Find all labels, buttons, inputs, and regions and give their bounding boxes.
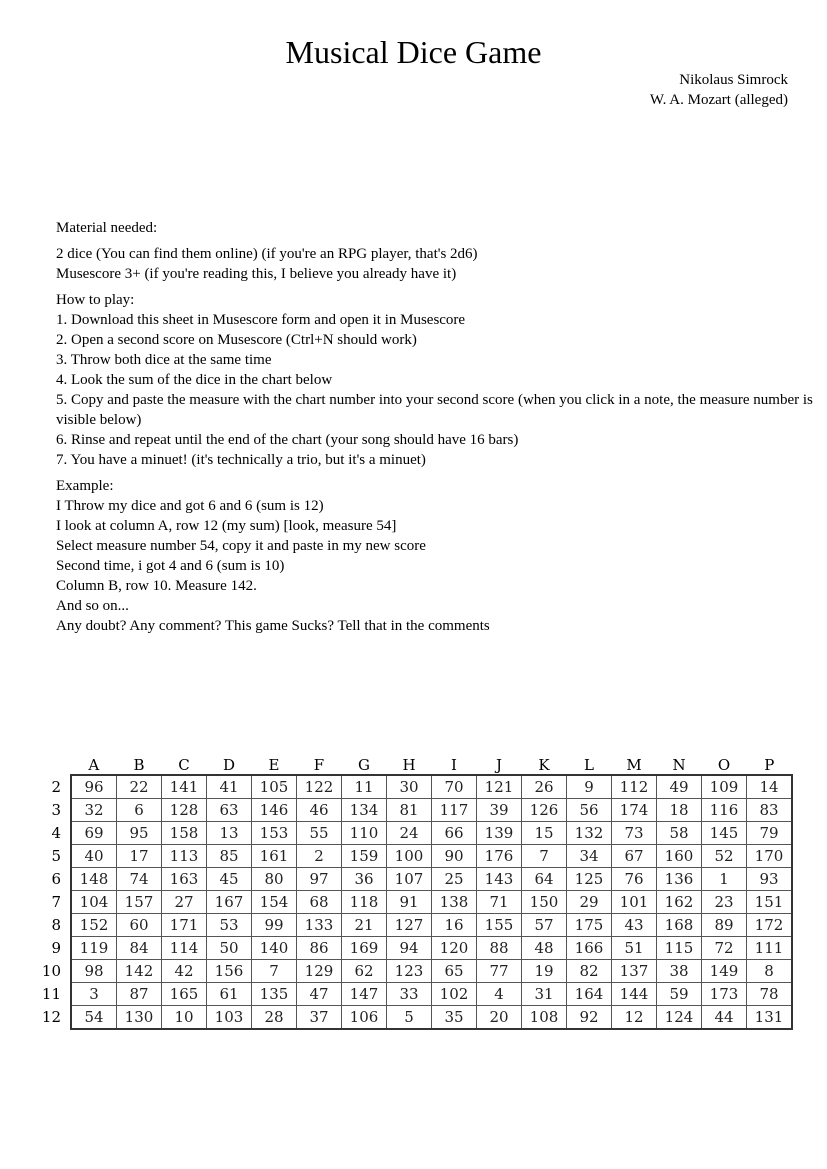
table-cell: 37 <box>297 1006 342 1030</box>
table-cell: 157 <box>117 891 162 914</box>
table-row <box>40 983 792 1006</box>
table-cell: 92 <box>567 1006 612 1030</box>
table-cell: 110 <box>342 822 387 845</box>
table-cell: 173 <box>702 983 747 1006</box>
table-cell: 116 <box>702 799 747 822</box>
table-cell: 72 <box>702 937 747 960</box>
table-cell: 100 <box>387 845 432 868</box>
column-header: K <box>538 756 550 774</box>
attributed-composer: W. A. Mozart (alleged) <box>649 92 788 108</box>
example-section <box>56 476 822 636</box>
table-cell: 129 <box>297 960 342 983</box>
table-cell: 65 <box>432 960 477 983</box>
table-cell: 150 <box>522 891 567 914</box>
table-cell: 54 <box>71 1006 117 1030</box>
table-cell: 24 <box>387 822 432 845</box>
table-cell: 162 <box>657 891 702 914</box>
table-cell: 23 <box>702 891 747 914</box>
material-item: Musescore 3+ (if you're reading this, I believe you already have it) <box>56 266 457 282</box>
table-cell: 171 <box>162 914 207 937</box>
table-cell: 18 <box>657 799 702 822</box>
table-cell: 156 <box>207 960 252 983</box>
material-item: 2 dice (You can find them online) (if you're an RPG player, that's 2d6) <box>56 246 478 262</box>
table-cell: 98 <box>71 960 117 983</box>
table-cell: 99 <box>252 914 297 937</box>
table-corner <box>40 752 71 775</box>
table-cell: 55 <box>297 822 342 845</box>
table-cell: 124 <box>657 1006 702 1030</box>
table-cell: 87 <box>117 983 162 1006</box>
table-cell: 95 <box>117 822 162 845</box>
table-cell: 113 <box>162 845 207 868</box>
material-section <box>56 218 822 238</box>
row-header <box>40 937 71 960</box>
table-cell: 10 <box>162 1006 207 1030</box>
example-line: Second time, i got 4 and 6 (sum is 10) <box>56 558 285 574</box>
table-cell: 8 <box>747 960 793 983</box>
table-cell: 174 <box>612 799 657 822</box>
table-cell: 62 <box>342 960 387 983</box>
example-line: I look at column A, row 12 (my sum) [look, measure 54] <box>56 518 397 534</box>
table-cell: 50 <box>207 937 252 960</box>
table-cell: 142 <box>117 960 162 983</box>
column-header: J <box>495 756 502 774</box>
column-header: A <box>88 756 100 774</box>
row-sum-label: 2 <box>51 777 61 796</box>
table-cell: 140 <box>252 937 297 960</box>
table-body <box>40 775 792 1029</box>
row-header <box>40 914 71 937</box>
table-cell: 1 <box>702 868 747 891</box>
table-cell: 57 <box>522 914 567 937</box>
table-cell: 108 <box>522 1006 567 1030</box>
table-cell: 4 <box>477 983 522 1006</box>
table-cell: 163 <box>162 868 207 891</box>
table-cell: 101 <box>612 891 657 914</box>
table-cell: 105 <box>252 775 297 799</box>
table-cell: 89 <box>702 914 747 937</box>
table-cell: 47 <box>297 983 342 1006</box>
table-cell: 151 <box>747 891 793 914</box>
table-cell: 46 <box>297 799 342 822</box>
table-cell: 6 <box>117 799 162 822</box>
table-cell: 59 <box>657 983 702 1006</box>
table-cell: 111 <box>747 937 793 960</box>
material-list <box>56 244 822 284</box>
table-cell: 133 <box>297 914 342 937</box>
table-cell: 149 <box>702 960 747 983</box>
table-cell: 137 <box>612 960 657 983</box>
row-sum-label: 7 <box>51 893 61 911</box>
table-cell: 170 <box>747 845 793 868</box>
table-cell: 91 <box>387 891 432 914</box>
example-line: Select measure number 54, copy it and paste in my new score <box>56 538 426 554</box>
table-cell: 165 <box>162 983 207 1006</box>
howto-step: 1. Download this sheet in Musescore form and open it in Musescore <box>56 312 466 328</box>
table-cell: 164 <box>567 983 612 1006</box>
column-header: D <box>222 756 236 774</box>
table-cell: 41 <box>207 775 252 799</box>
table-row <box>40 845 792 868</box>
table-row <box>40 799 792 822</box>
table-cell: 13 <box>207 822 252 845</box>
table-cell: 148 <box>71 868 117 891</box>
table-cell: 126 <box>522 799 567 822</box>
table-cell: 34 <box>567 845 612 868</box>
table-row <box>40 960 792 983</box>
table-cell: 67 <box>612 845 657 868</box>
table-cell: 169 <box>342 937 387 960</box>
table-cell: 106 <box>342 1006 387 1030</box>
table-cell: 176 <box>477 845 522 868</box>
table-cell: 161 <box>252 845 297 868</box>
row-header <box>40 799 71 822</box>
table-cell: 121 <box>477 775 522 799</box>
column-header: H <box>402 756 416 774</box>
column-header: P <box>764 756 775 774</box>
table-cell: 78 <box>747 983 793 1006</box>
table-cell: 175 <box>567 914 612 937</box>
table-cell: 73 <box>612 822 657 845</box>
howto-section <box>56 290 822 470</box>
table-cell: 42 <box>162 960 207 983</box>
table-cell: 12 <box>612 1006 657 1030</box>
row-header <box>40 983 71 1006</box>
column-header: F <box>313 756 325 774</box>
table-cell: 120 <box>432 937 477 960</box>
table-cell: 38 <box>657 960 702 983</box>
table-cell: 48 <box>522 937 567 960</box>
table-cell: 40 <box>71 845 117 868</box>
table-cell: 144 <box>612 983 657 1006</box>
table-cell: 138 <box>432 891 477 914</box>
table-cell: 16 <box>432 914 477 937</box>
row-sum-label: 12 <box>41 1008 61 1027</box>
table-cell: 109 <box>702 775 747 799</box>
table-cell: 112 <box>612 775 657 799</box>
table-cell: 107 <box>387 868 432 891</box>
table-cell: 84 <box>117 937 162 960</box>
table-cell: 139 <box>477 822 522 845</box>
table-cell: 134 <box>342 799 387 822</box>
table-cell: 19 <box>522 960 567 983</box>
table-cell: 82 <box>567 960 612 983</box>
howto-step: 5. Copy and paste the measure with the chart number into your second score (when you click in a note, the measure number is visible below) <box>56 392 813 428</box>
table-cell: 61 <box>207 983 252 1006</box>
table-cell: 58 <box>657 822 702 845</box>
row-header <box>40 845 71 868</box>
table-cell: 141 <box>162 775 207 799</box>
table-cell: 102 <box>432 983 477 1006</box>
measure-chart-table <box>40 752 793 1030</box>
table-cell: 155 <box>477 914 522 937</box>
table-cell: 26 <box>522 775 567 799</box>
table-cell: 52 <box>702 845 747 868</box>
table-cell: 81 <box>387 799 432 822</box>
column-header: I <box>451 756 457 774</box>
table-cell: 122 <box>297 775 342 799</box>
table-cell: 143 <box>477 868 522 891</box>
table-row <box>40 775 792 799</box>
table-cell: 43 <box>612 914 657 937</box>
table-cell: 20 <box>477 1006 522 1030</box>
table-cell: 7 <box>252 960 297 983</box>
table-cell: 115 <box>657 937 702 960</box>
table-cell: 146 <box>252 799 297 822</box>
table-cell: 136 <box>657 868 702 891</box>
table-cell: 21 <box>342 914 387 937</box>
table-cell: 27 <box>162 891 207 914</box>
table-cell: 25 <box>432 868 477 891</box>
table-cell: 77 <box>477 960 522 983</box>
table-cell: 93 <box>747 868 793 891</box>
table-cell: 118 <box>342 891 387 914</box>
table-cell: 114 <box>162 937 207 960</box>
row-header <box>40 891 71 914</box>
column-header: B <box>133 756 145 774</box>
table-row <box>40 914 792 937</box>
column-header: M <box>626 756 642 774</box>
table-cell: 56 <box>567 799 612 822</box>
table-cell: 103 <box>207 1006 252 1030</box>
table-cell: 68 <box>297 891 342 914</box>
table-cell: 147 <box>342 983 387 1006</box>
row-sum-label: 11 <box>41 985 61 1003</box>
row-header <box>40 775 71 799</box>
table-cell: 104 <box>71 891 117 914</box>
table-cell: 159 <box>342 845 387 868</box>
table-cell: 5 <box>387 1006 432 1030</box>
table-row <box>40 822 792 845</box>
row-sum-label: 10 <box>41 962 61 980</box>
table-cell: 79 <box>747 822 793 845</box>
column-header: C <box>178 756 190 774</box>
table-cell: 96 <box>71 775 117 799</box>
table-cell: 76 <box>612 868 657 891</box>
table-cell: 85 <box>207 845 252 868</box>
table-cell: 83 <box>747 799 793 822</box>
table-cell: 135 <box>252 983 297 1006</box>
table-cell: 17 <box>117 845 162 868</box>
table-cell: 97 <box>297 868 342 891</box>
table-cell: 14 <box>747 775 793 799</box>
column-header: N <box>672 756 686 774</box>
composer-name: Nikolaus Simrock <box>679 72 788 88</box>
table-cell: 7 <box>522 845 567 868</box>
table-cell: 119 <box>71 937 117 960</box>
row-header <box>40 868 71 891</box>
table-cell: 71 <box>477 891 522 914</box>
table-cell: 3 <box>71 983 117 1006</box>
row-sum-label: 6 <box>51 870 61 888</box>
table-row <box>40 1006 792 1030</box>
table-cell: 33 <box>387 983 432 1006</box>
table-cell: 9 <box>567 775 612 799</box>
table-cell: 154 <box>252 891 297 914</box>
table-cell: 128 <box>162 799 207 822</box>
example-line: And so on... <box>56 598 129 614</box>
table-cell: 29 <box>567 891 612 914</box>
table-cell: 28 <box>252 1006 297 1030</box>
table-cell: 45 <box>207 868 252 891</box>
row-sum-label: 5 <box>51 847 61 865</box>
table-cell: 69 <box>71 822 117 845</box>
table-cell: 53 <box>207 914 252 937</box>
instructions <box>56 218 822 642</box>
howto-heading: How to play: <box>56 292 135 308</box>
table-cell: 88 <box>477 937 522 960</box>
table-cell: 80 <box>252 868 297 891</box>
table-cell: 66 <box>432 822 477 845</box>
howto-step: 2. Open a second score on Musescore (Ctrl+N should work) <box>56 332 417 348</box>
table-cell: 30 <box>387 775 432 799</box>
table-cell: 51 <box>612 937 657 960</box>
row-header <box>40 960 71 983</box>
table-cell: 44 <box>702 1006 747 1030</box>
howto-step: 3. Throw both dice at the same time <box>56 352 272 368</box>
table-cell: 131 <box>747 1006 793 1030</box>
row-header <box>40 822 71 845</box>
table-cell: 123 <box>387 960 432 983</box>
table-cell: 90 <box>432 845 477 868</box>
table-cell: 94 <box>387 937 432 960</box>
table-cell: 36 <box>342 868 387 891</box>
table-cell: 158 <box>162 822 207 845</box>
column-header: O <box>717 756 731 774</box>
row-header <box>40 1006 71 1030</box>
table-cell: 172 <box>747 914 793 937</box>
table-cell: 31 <box>522 983 567 1006</box>
table-cell: 39 <box>477 799 522 822</box>
table-cell: 153 <box>252 822 297 845</box>
table-cell: 117 <box>432 799 477 822</box>
row-sum-label: 4 <box>51 824 61 842</box>
table-cell: 168 <box>657 914 702 937</box>
table-row <box>40 891 792 914</box>
table-cell: 132 <box>567 822 612 845</box>
example-heading: Example: <box>56 478 114 494</box>
table-cell: 63 <box>207 799 252 822</box>
table-cell: 86 <box>297 937 342 960</box>
table-cell: 32 <box>71 799 117 822</box>
howto-step: 6. Rinse and repeat until the end of the chart (your song should have 16 bars) <box>56 432 519 448</box>
table-cell: 160 <box>657 845 702 868</box>
page-title: Musical Dice Game <box>285 34 542 70</box>
table-row <box>40 868 792 891</box>
row-sum-label: 3 <box>51 801 61 819</box>
table-cell: 127 <box>387 914 432 937</box>
table-header-row <box>40 752 792 775</box>
table-cell: 35 <box>432 1006 477 1030</box>
table-cell: 130 <box>117 1006 162 1030</box>
example-line: I Throw my dice and got 6 and 6 (sum is 12) <box>56 498 324 514</box>
credits <box>650 70 788 110</box>
row-sum-label: 9 <box>51 939 61 957</box>
table-cell: 145 <box>702 822 747 845</box>
table-cell: 15 <box>522 822 567 845</box>
material-heading: Material needed: <box>56 220 158 236</box>
table-row <box>40 937 792 960</box>
howto-step: 7. You have a minuet! (it's technically a trio, but it's a minuet) <box>56 452 426 468</box>
table-cell: 167 <box>207 891 252 914</box>
row-sum-label: 8 <box>51 916 61 934</box>
table-cell: 70 <box>432 775 477 799</box>
table-cell: 64 <box>522 868 567 891</box>
table-cell: 125 <box>567 868 612 891</box>
table-cell: 2 <box>297 845 342 868</box>
table-cell: 152 <box>71 914 117 937</box>
howto-step: 4. Look the sum of the dice in the chart below <box>56 372 333 388</box>
table-cell: 11 <box>342 775 387 799</box>
column-header: L <box>584 756 594 774</box>
table-cell: 74 <box>117 868 162 891</box>
column-header: E <box>268 756 280 774</box>
table-cell: 166 <box>567 937 612 960</box>
table-cell: 22 <box>117 775 162 799</box>
table-cell: 49 <box>657 775 702 799</box>
column-header: G <box>358 756 370 774</box>
example-line: Any doubt? Any comment? This game Sucks? Tell that in the comments <box>56 618 490 634</box>
table-cell: 60 <box>117 914 162 937</box>
example-line: Column B, row 10. Measure 142. <box>56 578 257 594</box>
